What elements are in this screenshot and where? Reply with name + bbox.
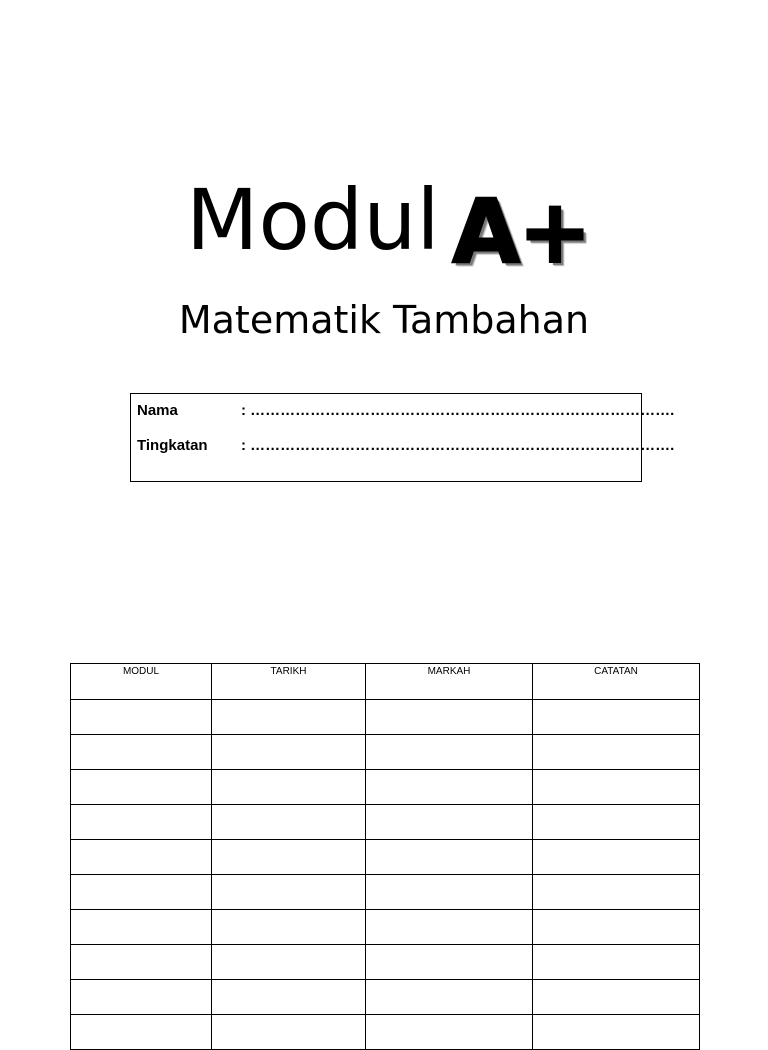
table-row <box>71 770 700 805</box>
student-info-box <box>130 393 675 482</box>
table-cell[interactable] <box>366 735 533 770</box>
table-cell[interactable] <box>212 910 366 945</box>
header-markah: MARKAH <box>366 664 533 700</box>
table-cell[interactable] <box>71 840 212 875</box>
table-row <box>71 840 700 875</box>
table-cell[interactable] <box>533 910 700 945</box>
table-row <box>71 805 700 840</box>
info-label-nama: Nama <box>137 402 178 419</box>
table-cell[interactable] <box>533 980 700 1015</box>
table-body <box>71 700 700 1050</box>
table-cell[interactable] <box>212 875 366 910</box>
table-cell[interactable] <box>212 805 366 840</box>
table-cell[interactable] <box>366 945 533 980</box>
table-cell[interactable] <box>212 840 366 875</box>
table-cell[interactable] <box>212 980 366 1015</box>
table-cell[interactable] <box>366 1015 533 1050</box>
table-cell[interactable] <box>71 945 212 980</box>
table-cell[interactable] <box>71 700 212 735</box>
info-label-tingkatan: Tingkatan <box>137 437 208 454</box>
table-cell[interactable] <box>212 770 366 805</box>
table-cell[interactable] <box>533 945 700 980</box>
header-modul: MODUL <box>71 664 212 700</box>
table-row <box>71 875 700 910</box>
table-cell[interactable] <box>533 840 700 875</box>
info-value-tingkatan[interactable]: : …………………………………………………………………………. <box>241 437 675 454</box>
table-cell[interactable] <box>366 700 533 735</box>
title-grade-logo: A+ <box>452 180 590 283</box>
table-header-row <box>71 664 700 700</box>
info-row-tingkatan <box>137 435 674 457</box>
table-cell[interactable] <box>212 735 366 770</box>
table-cell[interactable] <box>366 805 533 840</box>
table-cell[interactable] <box>71 735 212 770</box>
table-cell[interactable] <box>212 700 366 735</box>
info-row-nama <box>137 400 674 422</box>
table-cell[interactable] <box>366 980 533 1015</box>
table-cell[interactable] <box>212 945 366 980</box>
table-cell[interactable] <box>71 1015 212 1050</box>
table-cell[interactable] <box>71 875 212 910</box>
record-table <box>70 663 700 1050</box>
table-cell[interactable] <box>533 770 700 805</box>
table-cell[interactable] <box>533 805 700 840</box>
table-cell[interactable] <box>533 700 700 735</box>
table-cell[interactable] <box>71 910 212 945</box>
header-catatan: CATATAN <box>533 664 700 700</box>
table-cell[interactable] <box>212 1015 366 1050</box>
table-row <box>71 735 700 770</box>
table-cell[interactable] <box>366 910 533 945</box>
title-word: Modul <box>186 171 440 269</box>
table-cell[interactable] <box>366 840 533 875</box>
table-row <box>71 910 700 945</box>
document-subtitle: Matematik Tambahan <box>178 298 590 342</box>
table-cell[interactable] <box>71 770 212 805</box>
table-cell[interactable] <box>366 875 533 910</box>
table-cell[interactable] <box>533 735 700 770</box>
table-row <box>71 980 700 1015</box>
table-cell[interactable] <box>71 805 212 840</box>
info-value-nama[interactable]: : …………………………………………………………………………. <box>241 402 675 419</box>
document-title <box>0 168 768 283</box>
table-cell[interactable] <box>71 980 212 1015</box>
table-row <box>71 945 700 980</box>
table-row <box>71 1015 700 1050</box>
table-cell[interactable] <box>533 1015 700 1050</box>
table-row <box>71 700 700 735</box>
header-tarikh: TARIKH <box>212 664 366 700</box>
table-cell[interactable] <box>533 875 700 910</box>
table-cell[interactable] <box>366 770 533 805</box>
